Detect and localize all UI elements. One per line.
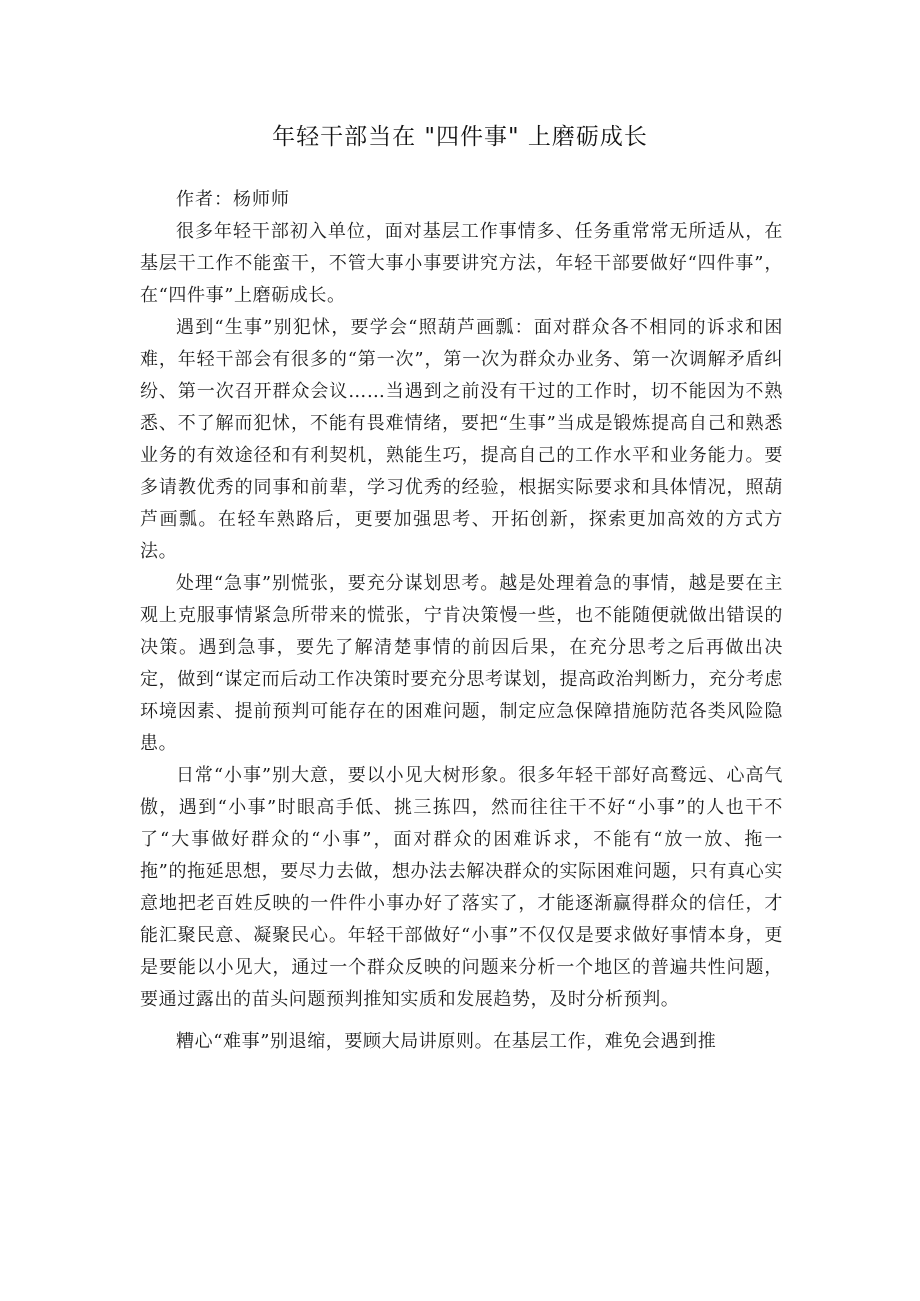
document-title: 年轻干部当在 "四件事" 上磨砺成长 <box>272 124 648 150</box>
author-line: 作者：杨师师 <box>176 189 290 210</box>
paragraph-new-tasks: 遇到“生事”别犯怵，要学会“照葫芦画瓢：面对群众各不相同的诉求和困难，年轻干部会有很多的“第一次”，第一次为群众办业务、第一次调解矛盾纠纷、第一次召开群众会议……当遇到之前没有干过的工作时，切不能因为不熟悉、不了解而犯怵，不能有畏难情绪，要把“生事”当成是锻炼提高自己和熟悉业务的有效途径和有利契机，熟能生巧，提高自己的工作水平和业务能力。要多请教优秀的同事和前辈，学习优秀的经验，根据实际要求和具体情况，照葫芦画瓢。在轻车熟路后，更要加强思考、开拓创新，探索更加高效的方式方法。 <box>140 317 783 562</box>
paragraph-small-tasks: 日常“小事”别大意，要以小见大树形象。很多年轻干部好高鹜远、心高气傲，遇到“小事”时眼高手低、挑三拣四，然而往往干不好“小事”的人也干不了“大事做好群众的“小事”，面对群众的困难诉求，不能有“放一放、拖一拖”的拖延思想，要尽力去做，想办法去解决群众的实际困难问题，只有真心实意地把老百姓反映的一件件小事办好了落实了，才能逐渐赢得群众的信任，才能汇聚民意、凝聚民心。年轻干部做好“小事”不仅仅是要求做好事情本身，更是要能以小见大，通过一个群众反映的问题来分析一个地区的普遍共性问题，要通过露出的苗头问题预判推知实质和发展趋势，及时分析预判。 <box>140 765 783 1010</box>
paragraph-hard-tasks: 糟心“难事”别退缩，要顾大局讲原则。在基层工作，难免会遇到推 <box>176 1031 717 1052</box>
paragraph-intro: 很多年轻干部初入单位，面对基层工作事情多、任务重常常无所适从，在基层干工作不能蛮干，不管大事小事要讲究方法，年轻干部要做好“四件事”，在“四件事”上磨砺成长。 <box>140 221 783 306</box>
paragraph-urgent-tasks: 处理“急事”别慌张，要充分谋划思考。越是处理着急的事情，越是要在主观上克服事情紧急所带来的慌张，宁肯决策慢一些，也不能随便就做出错误的决策。遇到急事，要先了解清楚事情的前因后果，在充分思考之后再做出决定，做到“谋定而后动工作决策时要充分思考谋划，提高政治判断力，充分考虑环境因素、提前预判可能存在的困难问题，制定应急保障措施防范各类风险隐患。 <box>140 573 783 754</box>
document-body <box>140 184 783 1058</box>
